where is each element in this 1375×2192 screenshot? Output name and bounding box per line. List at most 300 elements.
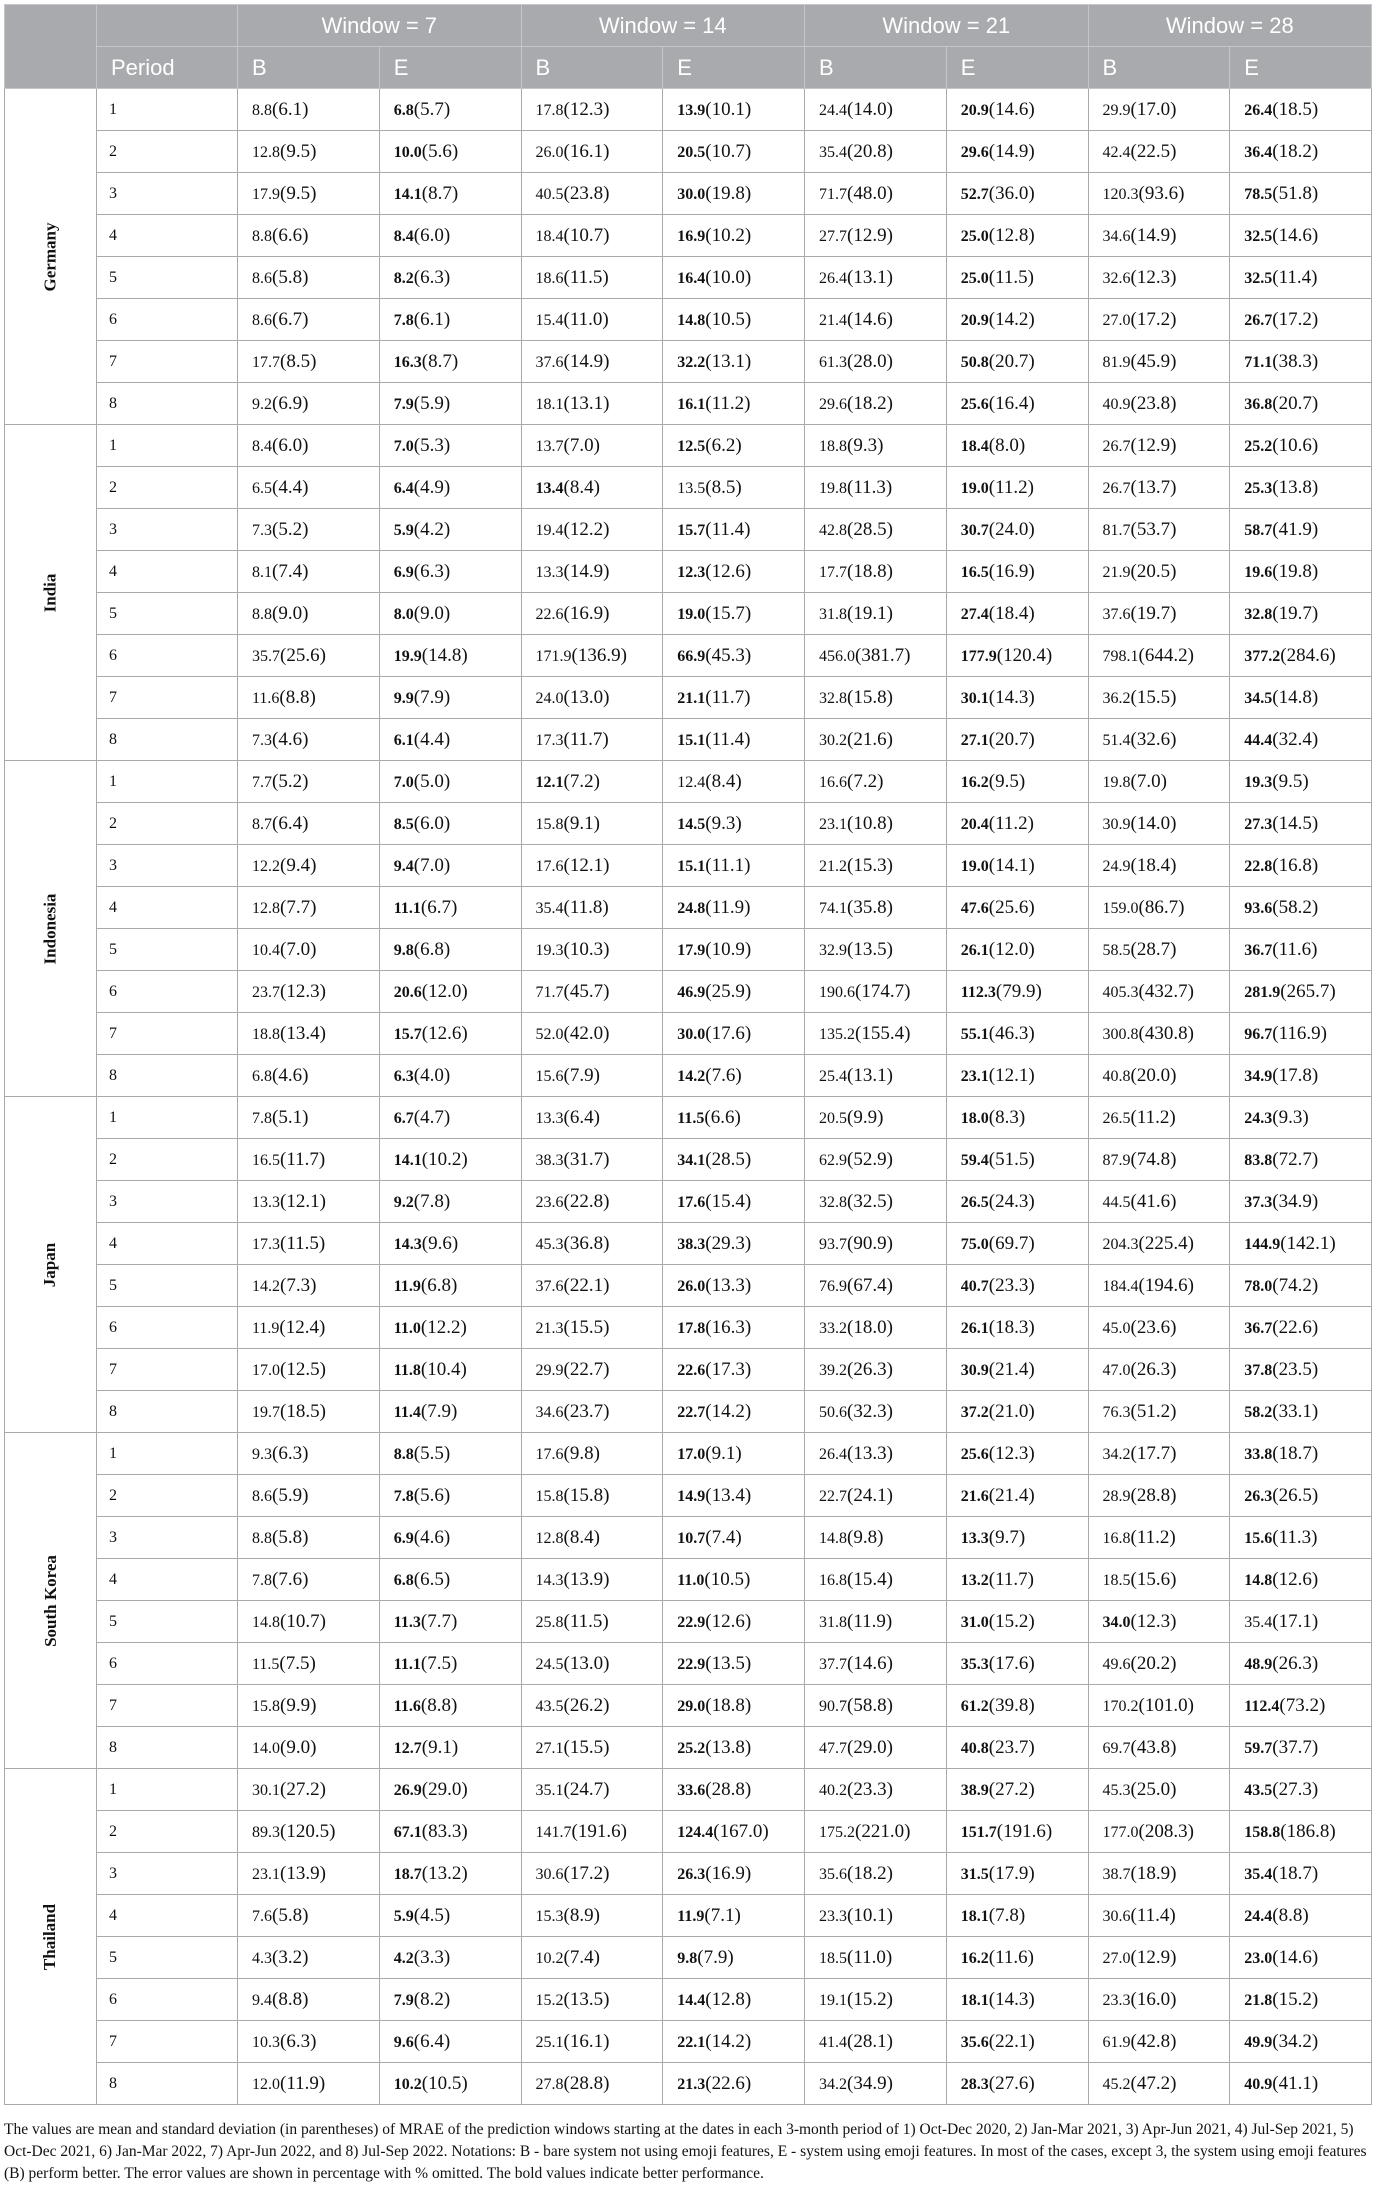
mean-value: 14.3 <box>535 1571 564 1589</box>
value-cell: 14.8(10.7) <box>238 1601 380 1643</box>
mean-value: 15.8 <box>252 1697 280 1715</box>
value-cell: 78.0(74.2) <box>1230 1265 1372 1307</box>
mean-value: 96.7 <box>1244 1025 1273 1043</box>
mean-value: 26.5 <box>1102 1109 1131 1127</box>
std-value: 22.7 <box>569 1358 604 1380</box>
std-value: 9.6 <box>428 1232 452 1254</box>
mean-value: 14.2 <box>677 1067 706 1085</box>
table-row <box>5 1559 1372 1601</box>
value-cell: 40.8(23.7) <box>946 1727 1088 1769</box>
mean-value: 6.7 <box>393 1109 414 1127</box>
mean-value: 21.4 <box>819 311 848 329</box>
mean-value: 37.8 <box>1244 1361 1273 1379</box>
mean-value: 11.6 <box>252 689 280 707</box>
mean-value: 158.8 <box>1244 1823 1281 1841</box>
value-cell: 158.8(186.8) <box>1230 1811 1372 1853</box>
mean-value: 4.2 <box>393 1949 414 1967</box>
mean-value: 29.9 <box>1102 101 1131 119</box>
std-value: 14.5 <box>1278 812 1312 834</box>
value-cell: 10.4(7.0) <box>238 929 380 971</box>
value-cell: 35.1(24.7) <box>521 1769 663 1811</box>
value-cell: 12.2(9.4) <box>238 845 380 887</box>
std-value: 26.2 <box>569 1694 604 1716</box>
value-cell: 8.4(6.0) <box>379 215 521 257</box>
mean-value: 30.1 <box>960 689 989 707</box>
std-value: 10.5 <box>710 1568 744 1590</box>
mean-value: 12.3 <box>677 563 706 581</box>
std-value: 7.9 <box>569 1064 594 1086</box>
value-cell: 19.3(10.3) <box>521 929 663 971</box>
std-value: 20.2 <box>1136 1652 1171 1674</box>
std-value: 6.3 <box>286 2030 311 2052</box>
std-value: 5.3 <box>420 434 444 456</box>
value-cell: 83.8(72.7) <box>1230 1139 1372 1181</box>
value-cell: 30.0(19.8) <box>663 173 805 215</box>
mean-value: 19.4 <box>535 521 564 539</box>
std-value: 27.6 <box>995 2072 1029 2094</box>
std-value: 7.5 <box>427 1652 451 1674</box>
value-cell: 120.3(93.6) <box>1088 173 1230 215</box>
value-cell: 9.8(6.8) <box>379 929 521 971</box>
period-cell: 5 <box>97 1265 238 1307</box>
std-value: 46.3 <box>995 1022 1029 1044</box>
std-value: 28.5 <box>853 518 887 540</box>
mean-value: 8.0 <box>393 605 414 623</box>
country-name: Germany <box>40 222 60 291</box>
value-cell: 52.0(42.0) <box>521 1013 663 1055</box>
table-row <box>5 1979 1372 2021</box>
value-cell: 66.9(45.3) <box>663 635 805 677</box>
mean-value: 47.6 <box>960 899 989 917</box>
value-cell: 5.9(4.5) <box>379 1895 521 1937</box>
period-cell: 7 <box>97 2021 238 2063</box>
std-value: 13.1 <box>711 350 745 372</box>
value-cell: 35.6(18.2) <box>805 1853 947 1895</box>
mean-value: 8.8 <box>393 1445 414 1463</box>
mean-value: 93.6 <box>1244 899 1273 917</box>
std-value: 12.3 <box>286 980 320 1002</box>
period-cell: 4 <box>97 887 238 929</box>
value-cell: 37.2(21.0) <box>946 1391 1088 1433</box>
value-cell: 32.5(11.4) <box>1230 257 1372 299</box>
mean-value: 37.7 <box>819 1655 848 1673</box>
value-cell: 49.9(34.2) <box>1230 2021 1372 2063</box>
std-value: 4.6 <box>420 1526 444 1548</box>
mean-value: 16.8 <box>819 1571 848 1589</box>
value-cell: 15.3(8.9) <box>521 1895 663 1937</box>
table-header <box>5 5 1372 89</box>
mean-value: 13.3 <box>960 1529 989 1547</box>
period-cell: 1 <box>97 89 238 131</box>
std-value: 11.0 <box>569 308 603 330</box>
std-value: 23.3 <box>995 1274 1029 1296</box>
std-value: 35.8 <box>853 896 887 918</box>
std-value: 16.1 <box>569 140 604 162</box>
std-value: 12.0 <box>995 938 1029 960</box>
std-value: 14.3 <box>995 686 1029 708</box>
std-value: 10.9 <box>711 938 745 960</box>
std-value: 6.9 <box>278 392 303 414</box>
mean-value: 11.4 <box>393 1403 421 1421</box>
std-value: 83.3 <box>428 1820 462 1842</box>
mean-value: 25.6 <box>960 1445 989 1463</box>
table-row <box>5 971 1372 1013</box>
value-cell: 175.2(221.0) <box>805 1811 947 1853</box>
std-value: 11.5 <box>286 1232 319 1254</box>
std-value: 18.5 <box>1278 98 1312 120</box>
value-cell: 32.9(13.5) <box>805 929 947 971</box>
std-value: 174.7 <box>861 980 905 1002</box>
value-cell: 19.1(15.2) <box>805 1979 947 2021</box>
period-cell: 3 <box>97 845 238 887</box>
mean-value: 29.0 <box>677 1697 706 1715</box>
value-cell: 30.0(17.6) <box>663 1013 805 1055</box>
mean-value: 26.1 <box>960 1319 989 1337</box>
std-value: 14.6 <box>1278 224 1312 246</box>
std-value: 24.7 <box>569 1778 604 1800</box>
value-cell: 112.4(73.2) <box>1230 1685 1372 1727</box>
mean-value: 44.4 <box>1244 731 1273 749</box>
value-cell: 22.6(16.9) <box>521 593 663 635</box>
mean-value: 36.8 <box>1244 395 1273 413</box>
value-cell: 30.2(21.6) <box>805 719 947 761</box>
std-value: 31.7 <box>569 1148 604 1170</box>
std-value: 12.2 <box>569 518 604 540</box>
header-window-28: Window = 28 <box>1088 5 1372 47</box>
std-value: 14.0 <box>1136 812 1171 834</box>
mean-value: 6.8 <box>393 1571 414 1589</box>
mean-value: 26.0 <box>677 1277 706 1295</box>
std-value: 15.2 <box>853 1988 887 2010</box>
mean-value: 38.3 <box>535 1151 564 1169</box>
std-value: 10.1 <box>853 1904 887 1926</box>
value-cell: 17.6(9.8) <box>521 1433 663 1475</box>
mean-value: 17.9 <box>677 941 706 959</box>
mean-value: 34.6 <box>535 1403 564 1421</box>
value-cell: 18.8(9.3) <box>805 425 947 467</box>
table-row <box>5 173 1372 215</box>
std-value: 8.5 <box>286 350 311 372</box>
mean-value: 55.1 <box>960 1025 989 1043</box>
std-value: 48.0 <box>853 182 887 204</box>
value-cell: 11.9(6.8) <box>379 1265 521 1307</box>
mean-value: 26.3 <box>677 1865 706 1883</box>
mean-value: 35.4 <box>535 899 564 917</box>
mean-value: 29.9 <box>535 1361 564 1379</box>
std-value: 20.0 <box>1136 1064 1171 1086</box>
mean-value: 90.7 <box>819 1697 848 1715</box>
period-cell: 4 <box>97 215 238 257</box>
mean-value: 26.7 <box>1102 437 1131 455</box>
std-value: 18.4 <box>1136 854 1171 876</box>
value-cell: 36.8(20.7) <box>1230 383 1372 425</box>
value-cell: 26.7(12.9) <box>1088 425 1230 467</box>
value-cell: 21.3(15.5) <box>521 1307 663 1349</box>
std-value: 11.5 <box>995 266 1028 288</box>
value-cell: 27.4(18.4) <box>946 593 1088 635</box>
std-value: 17.0 <box>1136 98 1171 120</box>
std-value: 9.0 <box>286 1736 311 1758</box>
std-value: 27.2 <box>286 1778 320 1800</box>
mean-value: 34.0 <box>1102 1613 1131 1631</box>
value-cell: 6.8(5.7) <box>379 89 521 131</box>
value-cell: 151.7(191.6) <box>946 1811 1088 1853</box>
mean-value: 13.7 <box>535 437 564 455</box>
std-value: 22.1 <box>995 2030 1029 2052</box>
std-value: 34.9 <box>1278 1190 1312 1212</box>
mean-value: 11.1 <box>393 899 421 917</box>
std-value: 41.1 <box>1278 2072 1312 2094</box>
header-e: E <box>946 47 1088 89</box>
value-cell: 6.8(4.6) <box>238 1055 380 1097</box>
std-value: 4.4 <box>278 476 303 498</box>
std-value: 7.0 <box>1136 770 1161 792</box>
value-cell: 26.0(13.3) <box>663 1265 805 1307</box>
table-row <box>5 1097 1372 1139</box>
mean-value: 27.0 <box>1102 311 1131 329</box>
table-row <box>5 2021 1372 2063</box>
std-value: 14.8 <box>428 644 462 666</box>
std-value: 8.4 <box>569 476 594 498</box>
std-value: 17.7 <box>1136 1442 1171 1464</box>
std-value: 25.6 <box>286 644 320 666</box>
value-cell: 23.3(10.1) <box>805 1895 947 1937</box>
std-value: 74.8 <box>1136 1148 1171 1170</box>
std-value: 9.3 <box>711 812 736 834</box>
mean-value: 22.9 <box>677 1655 706 1673</box>
mean-value: 75.0 <box>960 1235 989 1253</box>
std-value: 11.0 <box>853 1946 886 1968</box>
std-value: 6.8 <box>427 1274 451 1296</box>
value-cell: 34.9(17.8) <box>1230 1055 1372 1097</box>
table-row <box>5 1391 1372 1433</box>
std-value: 14.6 <box>853 308 887 330</box>
value-cell: 9.4(7.0) <box>379 845 521 887</box>
value-cell: 7.0(5.0) <box>379 761 521 803</box>
std-value: 14.9 <box>1136 224 1171 246</box>
std-value: 6.8 <box>420 938 444 960</box>
std-value: 93.6 <box>1144 182 1179 204</box>
value-cell: 34.2(17.7) <box>1088 1433 1230 1475</box>
value-cell: 31.5(17.9) <box>946 1853 1088 1895</box>
std-value: 11.2 <box>711 392 745 414</box>
std-value: 167.0 <box>719 1820 763 1842</box>
value-cell: 171.9(136.9) <box>521 635 663 677</box>
value-cell: 5.9(4.2) <box>379 509 521 551</box>
mean-value: 17.0 <box>252 1361 280 1379</box>
value-cell: 15.7(12.6) <box>379 1013 521 1055</box>
value-cell: 281.9(265.7) <box>1230 971 1372 1013</box>
value-cell: 26.4(18.5) <box>1230 89 1372 131</box>
value-cell: 7.7(5.2) <box>238 761 380 803</box>
std-value: 5.2 <box>278 770 303 792</box>
std-value: 11.7 <box>995 1568 1028 1590</box>
value-cell: 18.5(15.6) <box>1088 1559 1230 1601</box>
mean-value: 14.0 <box>252 1739 280 1757</box>
std-value: 7.2 <box>569 770 594 792</box>
std-value: 42.8 <box>1136 2030 1171 2052</box>
period-cell: 3 <box>97 1181 238 1223</box>
mean-value: 24.4 <box>1244 1907 1273 1925</box>
std-value: 5.9 <box>420 392 444 414</box>
std-value: 27.2 <box>995 1778 1029 1800</box>
mean-value: 6.8 <box>252 1067 272 1085</box>
value-cell: 23.3(16.0) <box>1088 1979 1230 2021</box>
std-value: 53.7 <box>1136 518 1171 540</box>
std-value: 41.6 <box>1136 1190 1171 1212</box>
mean-value: 18.4 <box>535 227 564 245</box>
table-row <box>5 1517 1372 1559</box>
mean-value: 34.9 <box>1244 1067 1273 1085</box>
mean-value: 10.3 <box>252 2033 280 2051</box>
value-cell: 23.1(10.8) <box>805 803 947 845</box>
std-value: 6.1 <box>278 98 303 120</box>
std-value: 4.9 <box>420 476 444 498</box>
value-cell: 25.0(12.8) <box>946 215 1088 257</box>
value-cell: 18.4(10.7) <box>521 215 663 257</box>
value-cell: 96.7(116.9) <box>1230 1013 1372 1055</box>
std-value: 6.6 <box>278 224 303 246</box>
mean-value: 23.1 <box>960 1067 989 1085</box>
period-cell: 4 <box>97 1895 238 1937</box>
mean-value: 40.9 <box>1102 395 1131 413</box>
std-value: 51.5 <box>995 1148 1029 1170</box>
std-value: 7.6 <box>711 1064 736 1086</box>
value-cell: 25.8(11.5) <box>521 1601 663 1643</box>
std-value: 6.1 <box>420 308 444 330</box>
value-cell: 112.3(79.9) <box>946 971 1088 1013</box>
std-value: 432.7 <box>1144 980 1188 1002</box>
mean-value: 17.6 <box>677 1193 706 1211</box>
mean-value: 12.4 <box>677 773 706 791</box>
mean-value: 37.2 <box>960 1403 989 1421</box>
mean-value: 14.1 <box>393 1151 422 1169</box>
value-cell: 798.1(644.2) <box>1088 635 1230 677</box>
table-row <box>5 551 1372 593</box>
table-row <box>5 635 1372 677</box>
mean-value: 405.3 <box>1102 983 1139 1001</box>
mean-value: 12.8 <box>535 1529 564 1547</box>
value-cell: 59.4(51.5) <box>946 1139 1088 1181</box>
value-cell: 20.9(14.6) <box>946 89 1088 131</box>
value-cell: 18.1(14.3) <box>946 1979 1088 2021</box>
std-value: 12.9 <box>1136 434 1171 456</box>
std-value: 14.3 <box>995 1988 1029 2010</box>
std-value: 11.9 <box>286 2072 319 2094</box>
std-value: 10.6 <box>1278 434 1312 456</box>
table-row <box>5 1727 1372 1769</box>
value-cell: 12.1(7.2) <box>521 761 663 803</box>
value-cell: 8.6(5.9) <box>238 1475 380 1517</box>
std-value: 12.3 <box>1136 1610 1171 1632</box>
value-cell: 7.9(5.9) <box>379 383 521 425</box>
mean-value: 9.4 <box>393 857 414 875</box>
std-value: 7.3 <box>286 1274 311 1296</box>
std-value: 17.3 <box>711 1358 745 1380</box>
value-cell: 35.3(17.6) <box>946 1643 1088 1685</box>
std-value: 17.6 <box>995 1652 1029 1674</box>
mean-value: 14.8 <box>252 1613 280 1631</box>
std-value: 7.7 <box>427 1610 451 1632</box>
value-cell: 37.6(22.1) <box>521 1265 663 1307</box>
mean-value: 9.6 <box>393 2033 414 2051</box>
mean-value: 61.2 <box>960 1697 989 1715</box>
std-value: 51.8 <box>1278 182 1312 204</box>
value-cell: 10.0(5.6) <box>379 131 521 173</box>
value-cell: 33.6(28.8) <box>663 1769 805 1811</box>
value-cell: 8.0(9.0) <box>379 593 521 635</box>
std-value: 6.2 <box>711 434 736 456</box>
std-value: 20.7 <box>995 728 1029 750</box>
period-cell: 7 <box>97 341 238 383</box>
mean-value: 48.9 <box>1244 1655 1273 1673</box>
period-cell: 1 <box>97 761 238 803</box>
header-window-14: Window = 14 <box>521 5 805 47</box>
header-b: B <box>521 47 663 89</box>
std-value: 21.6 <box>853 728 887 750</box>
value-cell: 23.1(12.1) <box>946 1055 1088 1097</box>
value-cell: 45.2(47.2) <box>1088 2063 1230 2105</box>
std-value: 8.7 <box>428 350 452 372</box>
value-cell: 71.7(45.7) <box>521 971 663 1013</box>
table-row <box>5 1937 1372 1979</box>
value-cell: 26.9(29.0) <box>379 1769 521 1811</box>
mean-value: 17.8 <box>535 101 564 119</box>
std-value: 7.0 <box>286 938 311 960</box>
mean-value: 24.0 <box>535 689 564 707</box>
mean-value: 13.4 <box>535 479 564 497</box>
table-row <box>5 1265 1372 1307</box>
std-value: 7.5 <box>285 1652 310 1674</box>
value-cell: 18.0(8.3) <box>946 1097 1088 1139</box>
std-value: 10.3 <box>569 938 604 960</box>
std-value: 16.0 <box>1136 1988 1171 2010</box>
std-value: 19.1 <box>853 602 887 624</box>
mean-value: 71.7 <box>535 983 564 1001</box>
std-value: 18.2 <box>853 392 887 414</box>
value-cell: 14.2(7.6) <box>663 1055 805 1097</box>
mean-value: 16.2 <box>960 773 989 791</box>
std-value: 22.1 <box>569 1274 604 1296</box>
std-value: 9.5 <box>995 770 1019 792</box>
mean-value: 78.5 <box>1244 185 1273 203</box>
table-row <box>5 929 1372 971</box>
value-cell: 37.3(34.9) <box>1230 1181 1372 1223</box>
std-value: 28.1 <box>853 2030 887 2052</box>
value-cell: 34.6(14.9) <box>1088 215 1230 257</box>
value-cell: 45.3(36.8) <box>521 1223 663 1265</box>
mean-value: 21.8 <box>1244 1991 1273 2009</box>
value-cell: 15.2(13.5) <box>521 1979 663 2021</box>
table-row <box>5 1643 1372 1685</box>
std-value: 7.1 <box>710 1904 735 1926</box>
std-value: 17.8 <box>1278 1064 1312 1086</box>
mean-value: 184.4 <box>1102 1277 1139 1295</box>
std-value: 11.1 <box>711 854 745 876</box>
value-cell: 35.6(22.1) <box>946 2021 1088 2063</box>
std-value: 11.3 <box>853 476 886 498</box>
std-value: 21.4 <box>995 1358 1029 1380</box>
value-cell: 7.8(6.1) <box>379 299 521 341</box>
mean-value: 18.8 <box>252 1025 280 1043</box>
mean-value: 31.0 <box>960 1613 989 1631</box>
std-value: 101.0 <box>1144 1694 1188 1716</box>
mean-value: 15.8 <box>535 815 564 833</box>
mean-value: 177.9 <box>960 647 997 665</box>
std-value: 17.2 <box>1278 308 1312 330</box>
period-cell: 2 <box>97 467 238 509</box>
mean-value: 27.1 <box>535 1739 564 1757</box>
